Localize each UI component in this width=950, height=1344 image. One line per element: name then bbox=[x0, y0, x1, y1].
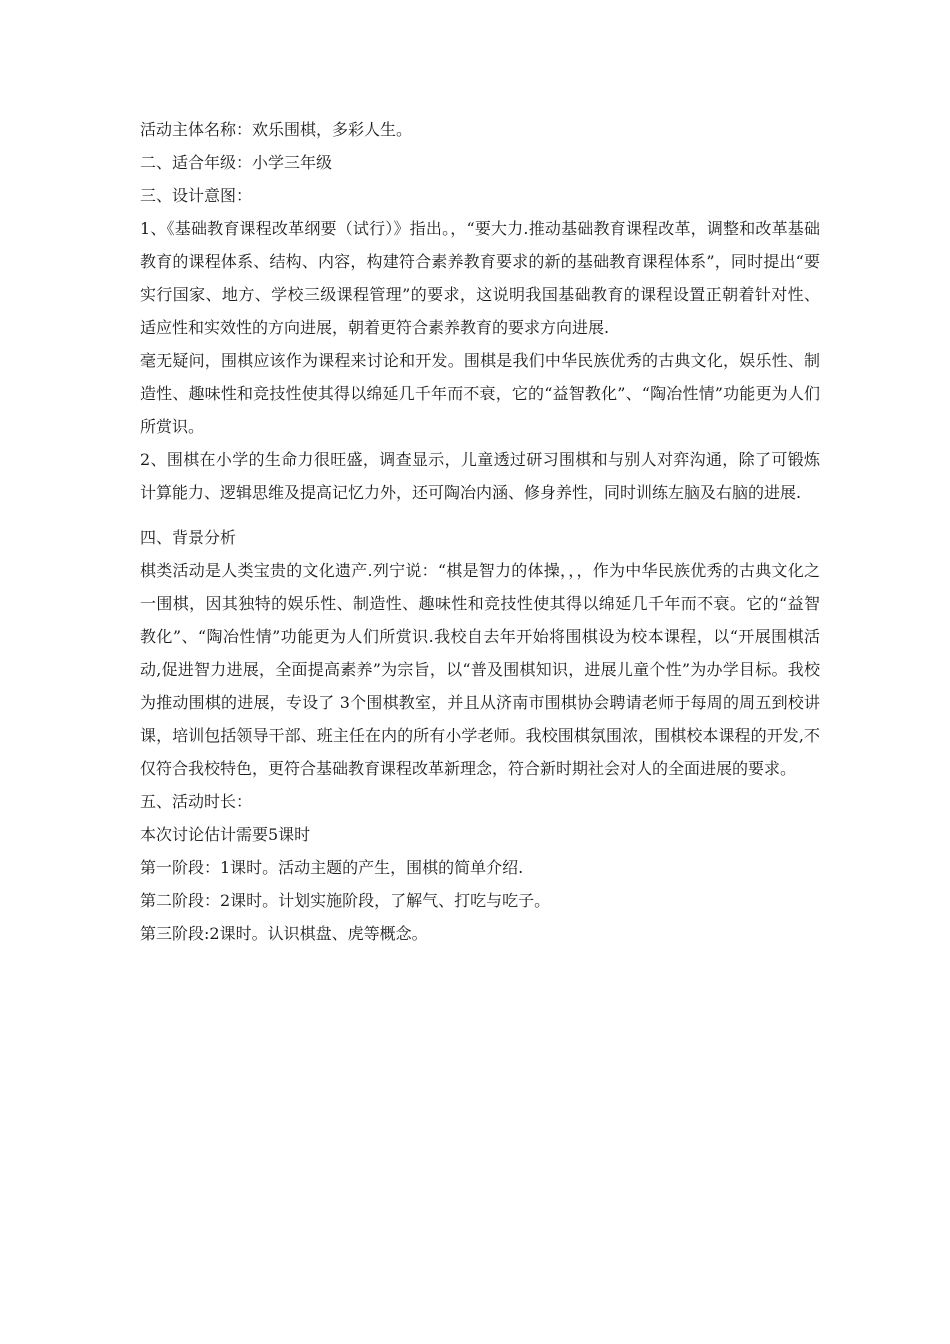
section-duration-heading: 五、活动时长： bbox=[140, 792, 253, 811]
design-intent-paragraph-3: 2、围棋在小学的生命力很旺盛，调查显示，儿童透过研习围棋和与别人对弈沟通，除了可锻炼计算能力、逻辑思维及提高记忆力外，还可陶冶内涵、修身养性，同时训练左脑及右脑的进展. bbox=[140, 450, 820, 502]
duration-summary: 本次讨论估计需要5课时 bbox=[140, 825, 311, 844]
suitable-grade: 二、适合年级：小学三年级 bbox=[140, 153, 333, 172]
phase-three: 第三阶段:2课时。认识棋盘、虎等概念。 bbox=[140, 924, 428, 943]
phase-one: 第一阶段：1课时。活动主题的产生，围棋的简单介绍. bbox=[140, 858, 524, 877]
section-background-heading: 四、背景分析 bbox=[140, 528, 237, 547]
design-intent-paragraph-2: 毫无疑问，围棋应该作为课程来讨论和开发。围棋是我们中华民族优秀的古典文化，娱乐性、制造性、趣味性和竞技性使其得以绵延几千年而不衰，它的“益智教化”、“陶冶性情”功能更为人们所赏识。 bbox=[140, 351, 820, 436]
background-paragraph: 棋类活动是人类宝贵的文化遗产.列宁说：“棋是智力的体操，，，作为中华民族优秀的古典文化之一围棋，因其独特的娱乐性、制造性、趣味性和竞技性使其得以绵延几千年而不衰。它的“益智教化”、“陶冶性情”功能更为人们所赏识.我校自去年开始将围棋设为校本课程，以“开展围棋活动,促进智力进展，全面提高素养”为宗旨，以“普及围棋知识，进展儿童个性”为办学目标。我校为推动围棋的进展，专设了 3个围棋教室，并且从济南市围棋协会聘请老师于每周的周五到校讲课，培训包括领导干部、班主任在内的所有小学老师。我校围棋氛围浓，围棋校本课程的开发,不仅符合我校特色，更符合基础教育课程改革新理念，符合新时期社会对人的全面进展的要求。 bbox=[140, 561, 820, 778]
design-intent-paragraph-1: 1、《基础教育课程改革纲要（试行）》指出。，“要大力.推动基础教育课程改革，调整和改革基础教育的课程体系、结构、内容，构建符合素养教育要求的新的基础教育课程体系”，同时提出“要实行国家、地方、学校三级课程管理”的要求，这说明我国基础教育的课程设置正朝着针对性、适应性和实效性的方向进展，朝着更符合素养教育的要求方向进展. bbox=[140, 219, 820, 337]
phase-two: 第二阶段：2课时。计划实施阶段，了解气、打吃与吃子。 bbox=[140, 891, 551, 910]
paragraph-gap bbox=[140, 509, 820, 521]
activity-title: 活动主体名称：欢乐围棋，多彩人生。 bbox=[140, 120, 413, 139]
section-design-intent-heading: 三、设计意图： bbox=[140, 186, 253, 205]
document-body bbox=[140, 113, 820, 950]
